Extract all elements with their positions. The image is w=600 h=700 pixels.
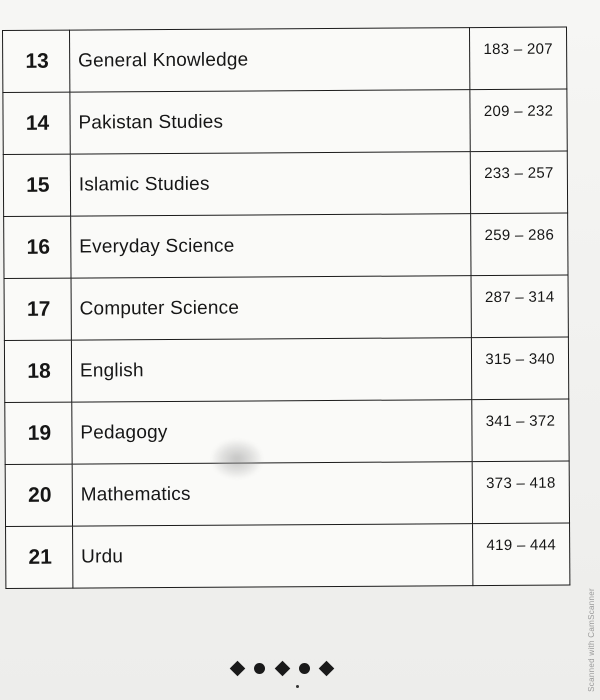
chapter-title: Urdu <box>72 524 473 588</box>
chapter-title: Everyday Science <box>71 214 472 278</box>
chapter-number: 17 <box>4 278 71 340</box>
scan-smudge <box>212 440 262 478</box>
chapter-number: 15 <box>3 154 70 216</box>
chapter-title: Pakistan Studies <box>70 90 471 154</box>
page-range: 259 – 286 <box>471 213 568 276</box>
table-row <box>3 89 567 154</box>
table-of-contents <box>2 27 570 589</box>
table-row <box>4 337 568 402</box>
page-range: 287 – 314 <box>471 275 568 338</box>
chapter-title: Pedagogy <box>72 400 473 464</box>
chapter-number: 14 <box>3 92 70 154</box>
diamond-icon <box>319 660 335 676</box>
table-row <box>3 27 567 92</box>
page-range: 373 – 418 <box>472 461 569 524</box>
table-row <box>5 399 569 464</box>
section-ornament <box>232 658 332 678</box>
chapter-number: 16 <box>4 216 71 278</box>
dot-icon <box>299 663 310 674</box>
chapter-title: Islamic Studies <box>70 152 471 216</box>
ink-speck <box>296 685 299 688</box>
page-range: 315 – 340 <box>472 337 569 400</box>
page-range: 183 – 207 <box>470 27 567 90</box>
chapter-title: English <box>71 338 472 402</box>
dot-icon <box>254 663 265 674</box>
scanner-watermark: Scanned with CamScanner <box>587 588 596 692</box>
chapter-title: Computer Science <box>71 276 472 340</box>
page-range: 209 – 232 <box>470 89 567 152</box>
chapter-title: Mathematics <box>72 462 473 526</box>
table-row <box>3 151 567 216</box>
chapter-number: 21 <box>6 526 73 588</box>
table-row <box>5 461 569 526</box>
table-row <box>6 523 570 588</box>
diamond-icon <box>274 660 290 676</box>
chapter-title: General Knowledge <box>69 28 470 92</box>
diamond-icon <box>230 660 246 676</box>
chapter-number: 18 <box>4 340 71 402</box>
chapter-number: 19 <box>5 402 72 464</box>
page-range: 233 – 257 <box>470 151 567 214</box>
page-range: 341 – 372 <box>472 399 569 462</box>
page-range: 419 – 444 <box>473 523 570 586</box>
chapter-number: 20 <box>5 464 72 526</box>
chapter-number: 13 <box>3 30 70 92</box>
table-row <box>4 275 568 340</box>
toc-body <box>3 27 570 588</box>
table-row <box>4 213 568 278</box>
